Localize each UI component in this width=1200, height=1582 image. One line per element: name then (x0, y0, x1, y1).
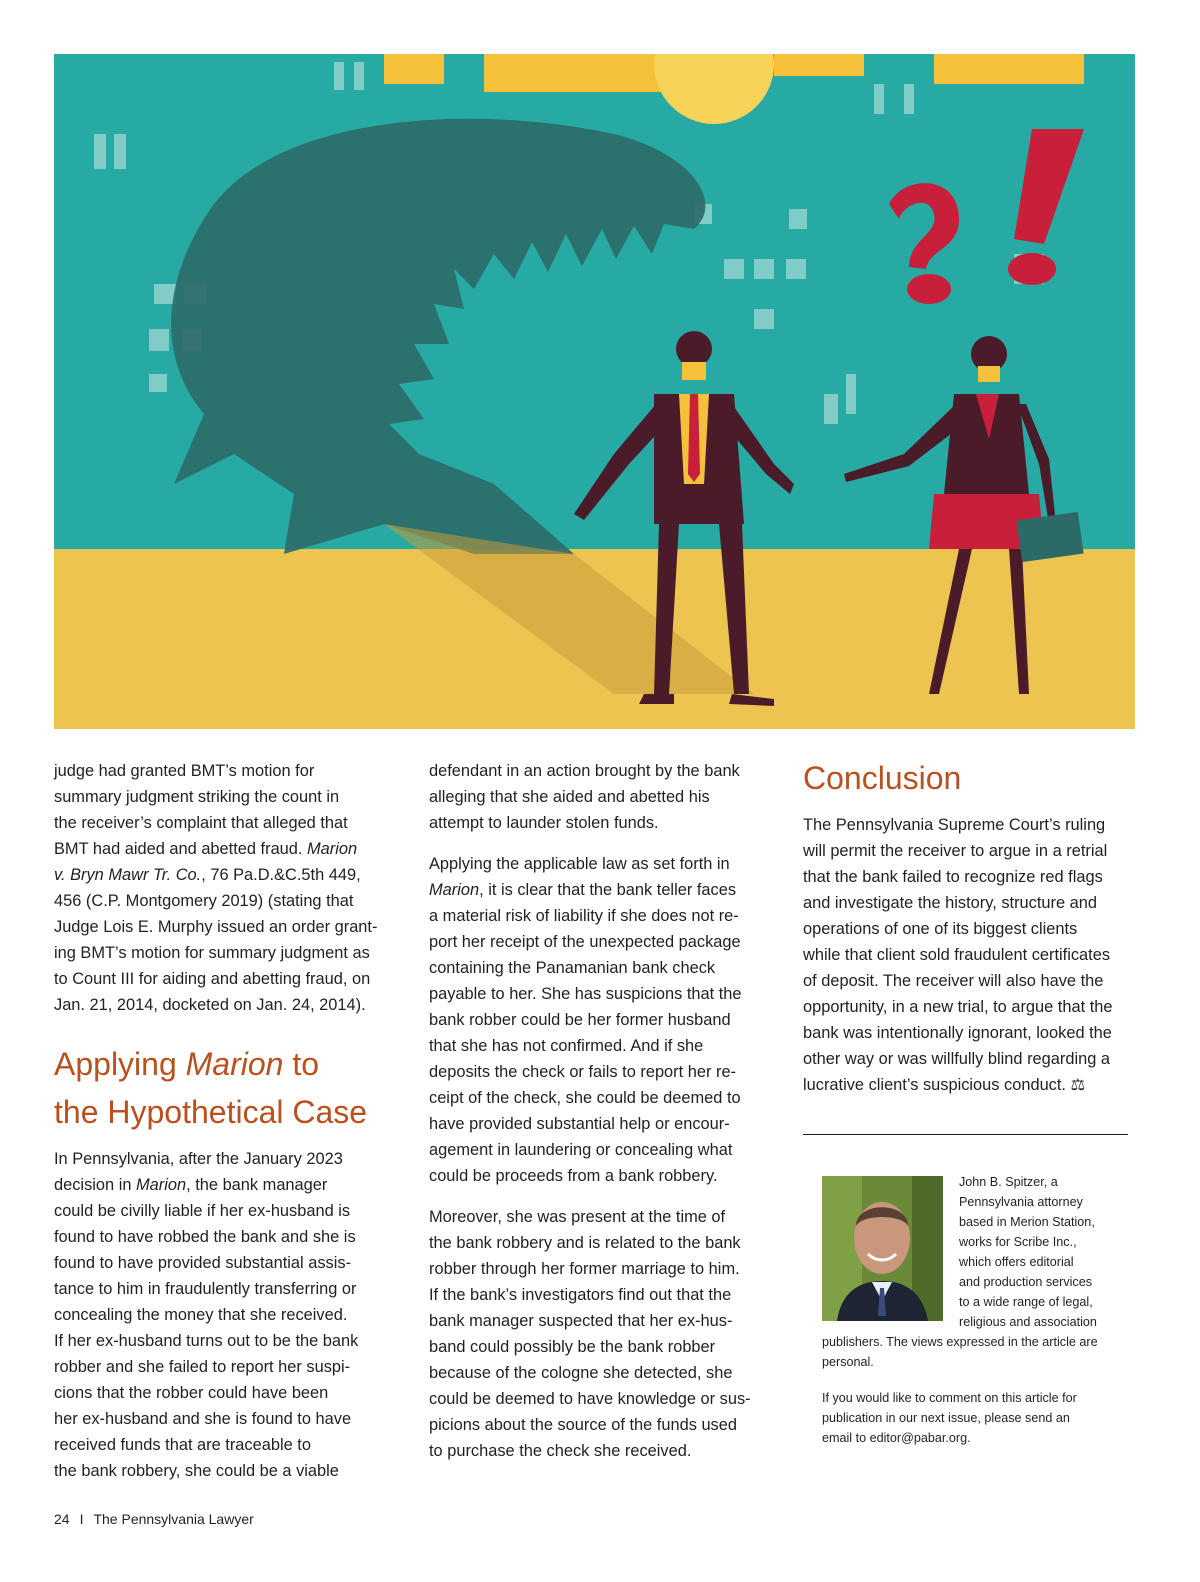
page-number: 24 (54, 1511, 70, 1527)
paragraph: Applying the applicable law as set forth in Marion, it is clear that the bank teller faces a material risk of liability if she does not re- port her receipt of the unexpected package containing the Panamanian bank check payable to her. She has suspicions that the bank robber could be her former husband that she has not confirmed. And if she deposits the check or fails to report her re- ceipt of the check, she could be deemed to have provided substantial help or encour- agement in laundering or concealing what could be proceeds from a bank robbery. (429, 855, 742, 1185)
comment-invitation: If you would like to comment on this article for publication in our next issue, please send an email to editor@pabar.org. (822, 1391, 1077, 1445)
case-citation: Marion v. Bryn Mawr Tr. Co. (54, 840, 358, 884)
shark-shadow-illustration (54, 54, 1135, 729)
article-column-3 (803, 758, 1131, 1135)
paragraph: Moreover, she was present at the time of the bank robbery and is related to the bank robber through her former marriage to him. If the bank’s investigators find out that the bank manager suspected that her ex-hus- band could possibly be the bank robber because of the cologne she detected, she could be deemed to have knowledge or sus- picions about the source of the funds used to purchase the check she received. (429, 1208, 751, 1460)
page-footer (54, 1511, 254, 1527)
article-column-2 (429, 758, 769, 1479)
paragraph: In Pennsylvania, after the January 2023 decision in Marion, the bank manager could be civilly liable if her ex-husband is found to have robbed the bank and she is found to have provided substantial assis- tance to him in fraudulently transferring or concealing the money that she received. If her ex-husband turns out to be the bank robber and she failed to report her suspi- cions that the robber could have been her ex-husband and she is found to have received funds that are traceable to the bank robbery, she could be a viable (54, 1150, 359, 1480)
hero-illustration (54, 54, 1135, 729)
author-bio-text: John B. Spitzer, a Pennsylvania attorney based in Merion Station, works for Scribe Inc., which offers editorial and production services to a wide range of legal, religious and association publishers. The views expressed in the article are personal. (822, 1175, 1098, 1369)
author-photo (822, 1176, 943, 1321)
footer-separator: I (79, 1511, 84, 1527)
conclusion-heading: Conclusion (803, 760, 962, 796)
article-column-1 (54, 758, 394, 1499)
divider (803, 1134, 1128, 1135)
paragraph-text: judge had granted BMT’s motion for summary judgment striking the count in the receiver’s complaint that alleged that BMT had aided and abetted fraud. (54, 762, 348, 858)
paragraph: The Pennsylvania Supreme Court’s ruling will permit the receiver to argue in a retrial that the bank failed to recognize red flags and investigate the history, structure and operations of one of its biggest clients while that client sold fraudulent certificates of deposit. The receiver will also have the opportunity, in a new trial, to argue that the bank was intentionally ignorant, looked the other way or was willfully blind regarding a lucrative client’s suspicious conduct. ⚖ (803, 816, 1113, 1094)
briefcase-icon (1016, 512, 1083, 562)
paragraph-text: , 76 Pa.D.&C.5th 449, 456 (C.P. Montgomery 2019) (stating that Judge Lois E. Murphy issued an order grant- ing BMT’s motion for summary judgment as to Count III for aiding and abetting fraud, on Jan. 21, 2014, docketed on Jan. 24, 2014). (54, 866, 378, 1014)
publication-name: The Pennsylvania Lawyer (93, 1511, 254, 1527)
author-portrait-icon (822, 1176, 943, 1321)
paragraph-continued (54, 758, 394, 1018)
paragraph: defendant in an action brought by the bank alleging that she aided and abetted his attempt to launder stolen funds. (429, 762, 740, 832)
scales-end-mark-icon: ⚖ (1070, 1076, 1086, 1094)
section-heading: Applying Marion to the Hypothetical Case (54, 1046, 368, 1130)
author-bio (822, 1172, 1122, 1464)
